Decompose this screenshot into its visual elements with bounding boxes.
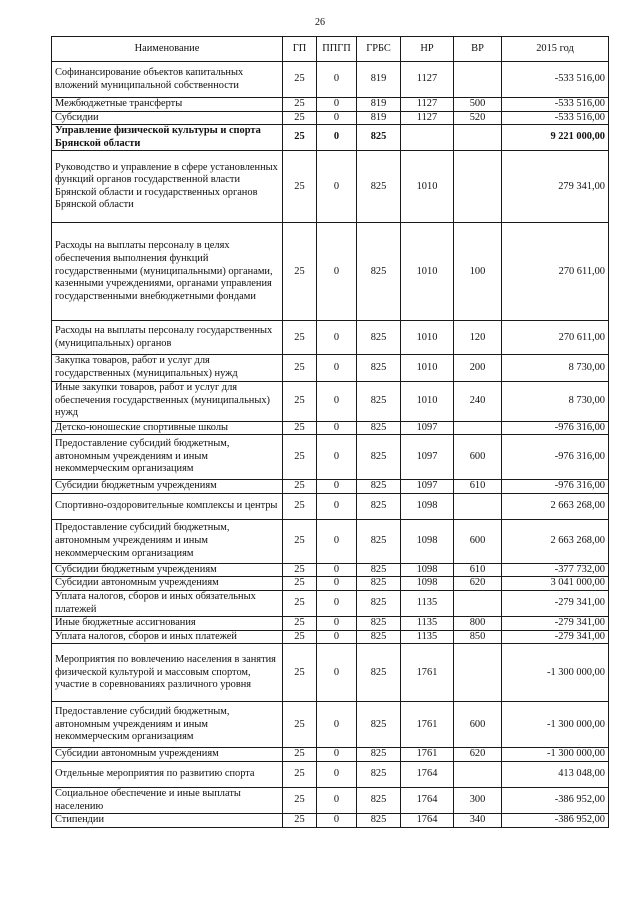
cell-vr <box>454 493 502 519</box>
cell-nr: 1135 <box>401 590 454 616</box>
cell-name: Субсидии бюджетным учреждениям <box>52 563 283 577</box>
cell-gp: 25 <box>283 702 317 748</box>
cell-grbs: 825 <box>357 223 401 321</box>
cell-gp: 25 <box>283 617 317 631</box>
cell-amount: -533 516,00 <box>502 98 609 112</box>
cell-ppgp: 0 <box>317 787 357 813</box>
cell-amount: 270 611,00 <box>502 223 609 321</box>
cell-name: Мероприятия по вовлечению населения в занятия физической культурой и массовым спортом, участие в соревнованиях различного уровня <box>52 644 283 702</box>
table-row <box>52 702 609 748</box>
cell-gp: 25 <box>283 814 317 828</box>
cell-vr: 300 <box>454 787 502 813</box>
cell-amount: -1 300 000,00 <box>502 702 609 748</box>
table-row <box>52 435 609 480</box>
cell-vr: 120 <box>454 321 502 355</box>
cell-name: Расходы на выплаты персоналу государственных (муниципальных) органов <box>52 321 283 355</box>
cell-amount: -976 316,00 <box>502 480 609 494</box>
cell-vr: 850 <box>454 630 502 644</box>
cell-grbs: 825 <box>357 421 401 435</box>
cell-ppgp: 0 <box>317 519 357 563</box>
cell-ppgp: 0 <box>317 563 357 577</box>
cell-nr: 1098 <box>401 577 454 591</box>
cell-amount: -377 732,00 <box>502 563 609 577</box>
cell-grbs: 825 <box>357 702 401 748</box>
table-row <box>52 111 609 125</box>
cell-grbs: 819 <box>357 111 401 125</box>
budget-table <box>51 36 609 828</box>
cell-amount: -279 341,00 <box>502 617 609 631</box>
header-year: 2015 год <box>502 37 609 62</box>
cell-nr: 1764 <box>401 787 454 813</box>
cell-ppgp: 0 <box>317 702 357 748</box>
cell-name: Отдельные мероприятия по развитию спорта <box>52 761 283 787</box>
cell-nr: 1761 <box>401 702 454 748</box>
cell-vr: 620 <box>454 577 502 591</box>
table-row <box>52 125 609 151</box>
cell-ppgp: 0 <box>317 98 357 112</box>
table-body <box>52 62 609 828</box>
table-row <box>52 617 609 631</box>
cell-grbs: 825 <box>357 381 401 421</box>
cell-amount: 8 730,00 <box>502 355 609 381</box>
table-row <box>52 223 609 321</box>
cell-ppgp: 0 <box>317 814 357 828</box>
table-row <box>52 355 609 381</box>
table-row <box>52 421 609 435</box>
cell-vr: 800 <box>454 617 502 631</box>
cell-vr: 600 <box>454 519 502 563</box>
cell-vr <box>454 421 502 435</box>
table-row <box>52 748 609 762</box>
cell-name: Иные закупки товаров, работ и услуг для обеспечения государственных (муниципальных) нужд <box>52 381 283 421</box>
cell-gp: 25 <box>283 321 317 355</box>
cell-grbs: 825 <box>357 644 401 702</box>
cell-gp: 25 <box>283 435 317 480</box>
cell-nr: 1135 <box>401 617 454 631</box>
cell-ppgp: 0 <box>317 480 357 494</box>
cell-amount: 270 611,00 <box>502 321 609 355</box>
cell-grbs: 825 <box>357 590 401 616</box>
table-row <box>52 151 609 223</box>
cell-name: Спортивно-оздоровительные комплексы и центры <box>52 493 283 519</box>
cell-grbs: 825 <box>357 577 401 591</box>
cell-gp: 25 <box>283 630 317 644</box>
cell-nr: 1764 <box>401 761 454 787</box>
cell-name: Предоставление субсидий бюджетным, автономным учреждениям и иным некоммерческим организациям <box>52 435 283 480</box>
cell-name: Субсидии автономным учреждениям <box>52 748 283 762</box>
cell-name: Субсидии автономным учреждениям <box>52 577 283 591</box>
cell-nr <box>401 125 454 151</box>
cell-amount: -533 516,00 <box>502 62 609 98</box>
header-vr: ВР <box>454 37 502 62</box>
cell-ppgp: 0 <box>317 421 357 435</box>
cell-name: Предоставление субсидий бюджетным, автономным учреждениям и иным некоммерческим организациям <box>52 519 283 563</box>
table-row <box>52 480 609 494</box>
cell-ppgp: 0 <box>317 577 357 591</box>
cell-name: Иные бюджетные ассигнования <box>52 617 283 631</box>
cell-nr: 1098 <box>401 519 454 563</box>
cell-ppgp: 0 <box>317 761 357 787</box>
cell-ppgp: 0 <box>317 111 357 125</box>
table-row <box>52 761 609 787</box>
header-name: Наименование <box>52 37 283 62</box>
cell-grbs: 825 <box>357 617 401 631</box>
cell-nr: 1761 <box>401 748 454 762</box>
cell-grbs: 825 <box>357 814 401 828</box>
cell-vr: 620 <box>454 748 502 762</box>
cell-gp: 25 <box>283 493 317 519</box>
cell-ppgp: 0 <box>317 493 357 519</box>
cell-gp: 25 <box>283 111 317 125</box>
cell-gp: 25 <box>283 98 317 112</box>
cell-grbs: 825 <box>357 519 401 563</box>
cell-grbs: 819 <box>357 98 401 112</box>
cell-name: Уплата налогов, сборов и иных обязательных платежей <box>52 590 283 616</box>
cell-amount: -279 341,00 <box>502 630 609 644</box>
cell-ppgp: 0 <box>317 381 357 421</box>
cell-nr: 1097 <box>401 435 454 480</box>
cell-nr: 1761 <box>401 644 454 702</box>
cell-amount: -533 516,00 <box>502 111 609 125</box>
table-row <box>52 787 609 813</box>
cell-grbs: 825 <box>357 630 401 644</box>
cell-ppgp: 0 <box>317 748 357 762</box>
cell-ppgp: 0 <box>317 321 357 355</box>
cell-name: Субсидии <box>52 111 283 125</box>
cell-name: Стипендии <box>52 814 283 828</box>
cell-vr <box>454 62 502 98</box>
cell-vr: 600 <box>454 435 502 480</box>
cell-vr: 520 <box>454 111 502 125</box>
cell-gp: 25 <box>283 355 317 381</box>
cell-nr: 1764 <box>401 814 454 828</box>
table-row <box>52 493 609 519</box>
table-row <box>52 590 609 616</box>
cell-amount: -1 300 000,00 <box>502 644 609 702</box>
cell-grbs: 825 <box>357 435 401 480</box>
cell-vr <box>454 590 502 616</box>
cell-gp: 25 <box>283 480 317 494</box>
cell-grbs: 825 <box>357 480 401 494</box>
cell-amount: -976 316,00 <box>502 421 609 435</box>
cell-vr: 200 <box>454 355 502 381</box>
cell-amount: -386 952,00 <box>502 787 609 813</box>
cell-grbs: 825 <box>357 563 401 577</box>
cell-name: Предоставление субсидий бюджетным, автономным учреждениям и иным некоммерческим организациям <box>52 702 283 748</box>
cell-ppgp: 0 <box>317 223 357 321</box>
cell-ppgp: 0 <box>317 630 357 644</box>
table-row <box>52 577 609 591</box>
cell-ppgp: 0 <box>317 125 357 151</box>
cell-vr: 610 <box>454 480 502 494</box>
cell-amount: 2 663 268,00 <box>502 519 609 563</box>
cell-gp: 25 <box>283 62 317 98</box>
cell-gp: 25 <box>283 748 317 762</box>
header-ppgp: ППГП <box>317 37 357 62</box>
cell-gp: 25 <box>283 577 317 591</box>
cell-amount: 2 663 268,00 <box>502 493 609 519</box>
table-row <box>52 630 609 644</box>
cell-nr: 1010 <box>401 381 454 421</box>
cell-amount: 9 221 000,00 <box>502 125 609 151</box>
cell-nr: 1098 <box>401 563 454 577</box>
header-gp: ГП <box>283 37 317 62</box>
cell-nr: 1127 <box>401 98 454 112</box>
cell-ppgp: 0 <box>317 62 357 98</box>
cell-gp: 25 <box>283 644 317 702</box>
cell-vr <box>454 125 502 151</box>
cell-vr: 600 <box>454 702 502 748</box>
table-row <box>52 98 609 112</box>
cell-ppgp: 0 <box>317 355 357 381</box>
cell-grbs: 825 <box>357 355 401 381</box>
cell-gp: 25 <box>283 590 317 616</box>
cell-gp: 25 <box>283 125 317 151</box>
cell-name: Субсидии бюджетным учреждениям <box>52 480 283 494</box>
cell-nr: 1010 <box>401 151 454 223</box>
cell-gp: 25 <box>283 223 317 321</box>
cell-gp: 25 <box>283 381 317 421</box>
cell-vr <box>454 151 502 223</box>
table-row <box>52 644 609 702</box>
cell-nr: 1135 <box>401 630 454 644</box>
cell-gp: 25 <box>283 563 317 577</box>
cell-ppgp: 0 <box>317 617 357 631</box>
cell-amount: -1 300 000,00 <box>502 748 609 762</box>
cell-grbs: 819 <box>357 62 401 98</box>
table-row <box>52 814 609 828</box>
cell-nr: 1097 <box>401 421 454 435</box>
cell-grbs: 825 <box>357 125 401 151</box>
cell-gp: 25 <box>283 761 317 787</box>
cell-amount: 8 730,00 <box>502 381 609 421</box>
cell-nr: 1010 <box>401 355 454 381</box>
cell-amount: -386 952,00 <box>502 814 609 828</box>
cell-vr: 610 <box>454 563 502 577</box>
cell-vr: 100 <box>454 223 502 321</box>
cell-grbs: 825 <box>357 761 401 787</box>
cell-name: Софинансирование объектов капитальных вложений муниципальной собственности <box>52 62 283 98</box>
cell-name: Социальное обеспечение и иные выплаты населению <box>52 787 283 813</box>
cell-grbs: 825 <box>357 748 401 762</box>
table-header-row <box>52 37 609 62</box>
cell-amount: -976 316,00 <box>502 435 609 480</box>
page-number: 26 <box>315 17 325 28</box>
table-row <box>52 321 609 355</box>
cell-vr: 340 <box>454 814 502 828</box>
table-row <box>52 519 609 563</box>
cell-grbs: 825 <box>357 151 401 223</box>
cell-nr: 1097 <box>401 480 454 494</box>
cell-gp: 25 <box>283 519 317 563</box>
cell-nr: 1098 <box>401 493 454 519</box>
cell-nr: 1127 <box>401 111 454 125</box>
cell-grbs: 825 <box>357 787 401 813</box>
table-row <box>52 563 609 577</box>
cell-nr: 1010 <box>401 223 454 321</box>
table-row <box>52 62 609 98</box>
cell-grbs: 825 <box>357 321 401 355</box>
header-grbs: ГРБС <box>357 37 401 62</box>
cell-name: Руководство и управление в сфере установленных функций органов государственной власти Брянской области и государственных органов Брянской области <box>52 151 283 223</box>
cell-ppgp: 0 <box>317 644 357 702</box>
cell-name: Расходы на выплаты персоналу в целях обеспечения выполнения функций государственными (муниципальными) органами, казенными учреждениями, органами управления государственными внебюджетными фондами <box>52 223 283 321</box>
table-row <box>52 381 609 421</box>
cell-vr: 240 <box>454 381 502 421</box>
cell-name: Межбюджетные трансферты <box>52 98 283 112</box>
cell-amount: 279 341,00 <box>502 151 609 223</box>
cell-gp: 25 <box>283 151 317 223</box>
cell-vr: 500 <box>454 98 502 112</box>
cell-nr: 1010 <box>401 321 454 355</box>
cell-vr <box>454 761 502 787</box>
cell-gp: 25 <box>283 421 317 435</box>
cell-grbs: 825 <box>357 493 401 519</box>
cell-name: Детско-юношеские спортивные школы <box>52 421 283 435</box>
header-nr: НР <box>401 37 454 62</box>
cell-vr <box>454 644 502 702</box>
cell-name: Закупка товаров, работ и услуг для государственных (муниципальных) нужд <box>52 355 283 381</box>
cell-amount: 3 041 000,00 <box>502 577 609 591</box>
cell-amount: -279 341,00 <box>502 590 609 616</box>
cell-ppgp: 0 <box>317 590 357 616</box>
cell-nr: 1127 <box>401 62 454 98</box>
cell-gp: 25 <box>283 787 317 813</box>
cell-name: Уплата налогов, сборов и иных платежей <box>52 630 283 644</box>
cell-ppgp: 0 <box>317 435 357 480</box>
cell-amount: 413 048,00 <box>502 761 609 787</box>
cell-name: Управление физической культуры и спорта Брянской области <box>52 125 283 151</box>
cell-ppgp: 0 <box>317 151 357 223</box>
